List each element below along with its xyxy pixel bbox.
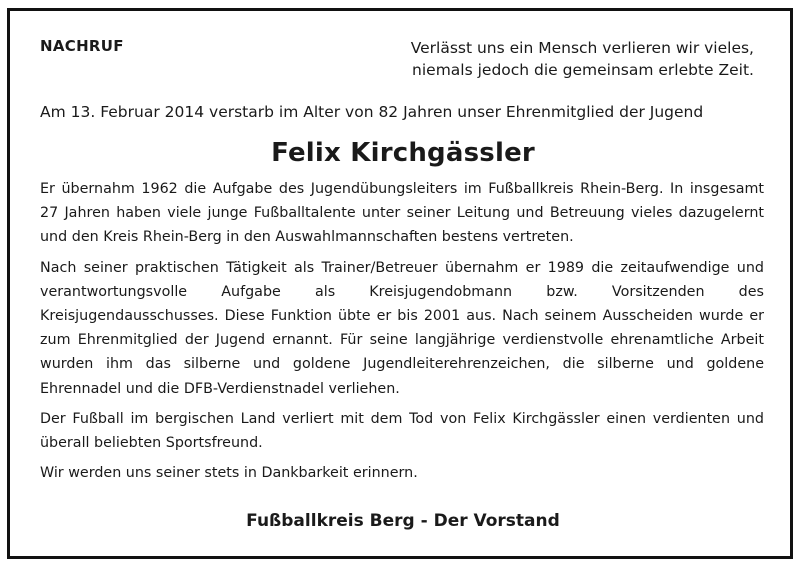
motto-quote xyxy=(394,37,754,81)
body-paragraph: Wir werden uns seiner stets in Dankbarkeit erinnern. xyxy=(40,465,418,482)
obituary-notice xyxy=(7,8,793,559)
body-paragraph: Der Fußball im bergischen Land verliert mit dem Tod von Felix Kirchgässler einen verdienten und überall beliebten Sportsfreund. xyxy=(40,410,764,452)
notice-heading: NACHRUF xyxy=(40,37,124,55)
deceased-name: Felix Kirchgässler xyxy=(271,138,535,168)
body-paragraph: Er übernahm 1962 die Aufgabe des Jugendübungsleiters im Fußballkreis Rhein-Berg. In insgesamt 27 Jahren haben viele junge Fußballtalente unter seiner Leitung und Betreuung vieles dazugelernt und den Kreis Rhein-Berg in den Auswahlmannschaften bestens vertreten. xyxy=(40,181,764,246)
notice-body xyxy=(40,177,764,491)
body-paragraph: Nach seiner praktischen Tätigkeit als Trainer/Betreuer übernahm er 1989 die zeitaufwendige und verantwortungsvolle Aufgabe als Kreisjugendobmann bzw. Vorsitzenden des Kreisjugendausschusses. Diese Funktion übte er bis 2001 aus. Nach seinem Ausscheiden wurde er zum Ehrenmitglied der Jugend ernannt. Für seine langjährige verdienstvolle ehrenamtliche Arbeit wurden ihm das silberne und goldene Jugendleiterehrenzeichen, die silberne und goldene Ehrennadel und die DFB-Verdienstnadel verliehen. xyxy=(40,259,764,397)
motto-line: Verlässt uns ein Mensch verlieren wir vieles, xyxy=(410,39,754,57)
signature: Fußballkreis Berg - Der Vorstand xyxy=(246,511,560,531)
intro-line: Am 13. Februar 2014 verstarb im Alter von 82 Jahren unser Ehrenmitglied der Jugend xyxy=(40,103,704,121)
motto-line: niemals jedoch die gemeinsam erlebte Zeit. xyxy=(412,61,754,79)
